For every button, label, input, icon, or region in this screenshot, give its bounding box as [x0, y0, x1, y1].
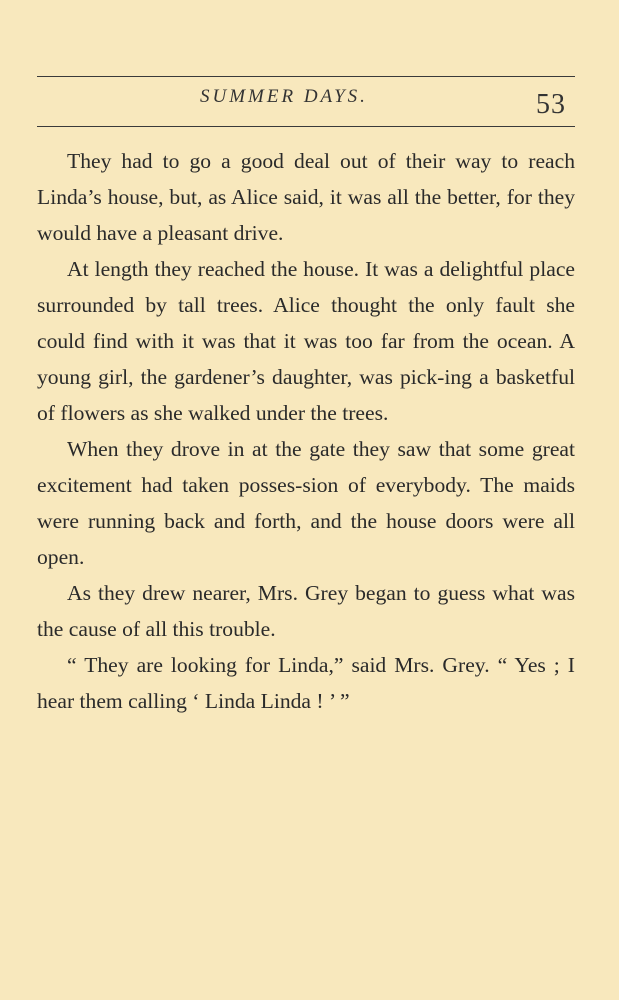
header-rule-top: [37, 76, 575, 77]
paragraph-2: At length they reached the house. It was a delightful place surrounded by tall trees. Alice thought the only fault she could find with it was that it was too far from the ocean. A young girl, the gardener’s daughter, was pick-ing a basketful of flowers as she walked under the trees.: [37, 257, 575, 425]
paragraph-1: They had to go a good deal out of their way to reach Linda’s house, but, as Alice said, it was all the better, for they would have a pleasant drive.: [37, 149, 575, 245]
paragraph-4: As they drew nearer, Mrs. Grey began to guess what was the cause of all this trouble.: [37, 581, 575, 641]
body-text: [37, 143, 575, 719]
header-rule-bottom: [37, 126, 575, 127]
paragraph-5: “ They are looking for Linda,” said Mrs. Grey. “ Yes ; I hear them calling ‘ Linda Linda ! ’ ”: [37, 653, 575, 713]
page-number: 53: [536, 89, 566, 120]
paragraph-3: When they drove in at the gate they saw that some great excitement had taken posses-sion of everybody. The maids were running back and forth, and the house doors were all open.: [37, 437, 575, 569]
running-head: SUMMER DAYS.: [200, 86, 368, 107]
